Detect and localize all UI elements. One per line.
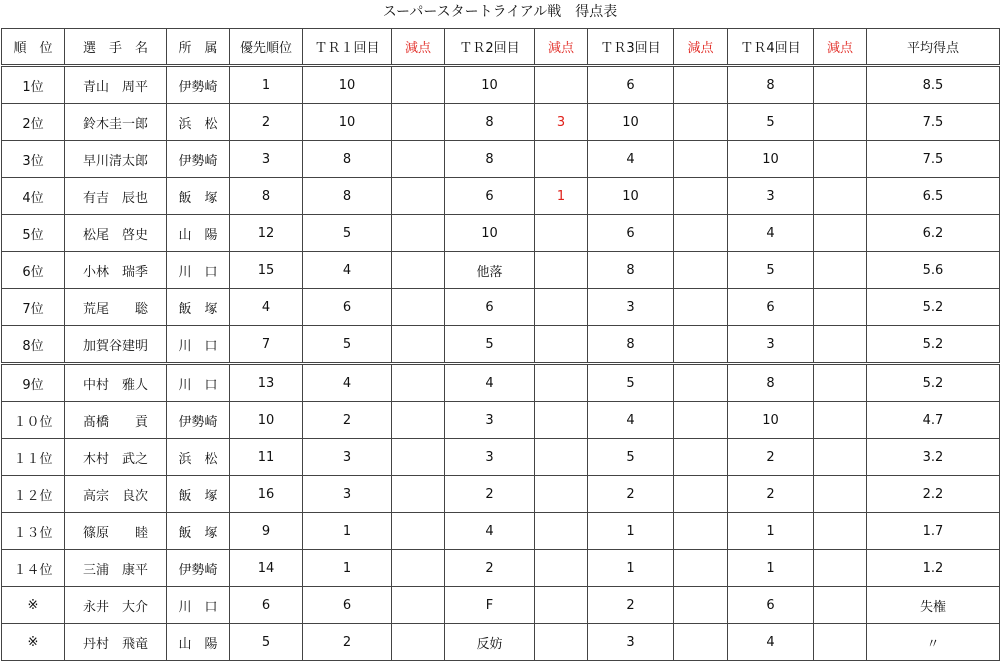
tr4-cell: 3 bbox=[728, 326, 814, 364]
tr1-cell: 1 bbox=[303, 550, 392, 587]
average-cell: 8.5 bbox=[867, 66, 1000, 104]
tr1-deduction-cell bbox=[392, 364, 445, 402]
tr2-deduction-cell bbox=[535, 289, 588, 326]
tr3-cell: 4 bbox=[588, 402, 674, 439]
tr1-deduction-cell bbox=[392, 550, 445, 587]
average-cell: 5.2 bbox=[867, 289, 1000, 326]
average-cell: 1.2 bbox=[867, 550, 1000, 587]
affiliation-cell: 山 陽 bbox=[167, 215, 230, 252]
rank-cell: １３位 bbox=[2, 513, 65, 550]
tr3-cell: 6 bbox=[588, 215, 674, 252]
tr1-header: ＴＲ１回目 bbox=[303, 29, 392, 66]
name-cell: 早川清太郎 bbox=[65, 141, 167, 178]
tr3-deduction-cell bbox=[674, 289, 728, 326]
rank-cell: 9位 bbox=[2, 364, 65, 402]
tr2-deduction-cell bbox=[535, 215, 588, 252]
average-cell: 3.2 bbox=[867, 439, 1000, 476]
affiliation-cell: 川 口 bbox=[167, 587, 230, 624]
tr4-header: ＴＲ4回目 bbox=[728, 29, 814, 66]
tr3-deduction-cell bbox=[674, 364, 728, 402]
tr1-deduction-cell bbox=[392, 66, 445, 104]
tr4-deduction-cell bbox=[814, 587, 867, 624]
tr2-cell: 反妨 bbox=[445, 624, 535, 661]
tr3-deduction-cell bbox=[674, 439, 728, 476]
rank-cell: １２位 bbox=[2, 476, 65, 513]
tr4-cell: 4 bbox=[728, 215, 814, 252]
tr4-deduction-cell bbox=[814, 326, 867, 364]
tr2-cell: 8 bbox=[445, 104, 535, 141]
priority-cell: 1 bbox=[230, 66, 303, 104]
tr4-cell: 4 bbox=[728, 624, 814, 661]
tr4-deduction-cell bbox=[814, 66, 867, 104]
name-cell: 篠原 睦 bbox=[65, 513, 167, 550]
rank-cell: 8位 bbox=[2, 326, 65, 364]
priority-cell: 14 bbox=[230, 550, 303, 587]
tr3-deduction-cell bbox=[674, 178, 728, 215]
table-row bbox=[2, 550, 1000, 587]
tr4-deduction-cell bbox=[814, 624, 867, 661]
affiliation-cell: 川 口 bbox=[167, 364, 230, 402]
priority-cell: 13 bbox=[230, 364, 303, 402]
name-cell: 小林 瑞季 bbox=[65, 252, 167, 289]
tr1-cell: 10 bbox=[303, 104, 392, 141]
tr2-cell: 他落 bbox=[445, 252, 535, 289]
name-cell: 髙橋 貢 bbox=[65, 402, 167, 439]
tr4-cell: 10 bbox=[728, 402, 814, 439]
score-table bbox=[1, 28, 1000, 661]
affiliation-cell: 飯 塚 bbox=[167, 178, 230, 215]
name-cell: 鈴木圭一郎 bbox=[65, 104, 167, 141]
tr2-deduction-cell: 3 bbox=[535, 104, 588, 141]
tr3-cell: 2 bbox=[588, 476, 674, 513]
tr3-deduction-cell bbox=[674, 141, 728, 178]
tr2-deduction-cell bbox=[535, 252, 588, 289]
tr1-cell: 8 bbox=[303, 141, 392, 178]
tr2-deduction-cell bbox=[535, 476, 588, 513]
tr4-cell: 3 bbox=[728, 178, 814, 215]
rank-cell: 5位 bbox=[2, 215, 65, 252]
tr2-cell: 3 bbox=[445, 402, 535, 439]
tr2-cell: 3 bbox=[445, 439, 535, 476]
tr3-deduction-cell bbox=[674, 402, 728, 439]
tr2-cell: F bbox=[445, 587, 535, 624]
tr3-deduction-cell bbox=[674, 550, 728, 587]
rank-cell: １０位 bbox=[2, 402, 65, 439]
table-row bbox=[2, 513, 1000, 550]
average-cell: 失権 bbox=[867, 587, 1000, 624]
table-row bbox=[2, 141, 1000, 178]
header-row bbox=[2, 29, 1000, 66]
tr3-cell: 8 bbox=[588, 252, 674, 289]
tr2-cell: 6 bbox=[445, 289, 535, 326]
affiliation-cell: 川 口 bbox=[167, 252, 230, 289]
tr2-cell: 5 bbox=[445, 326, 535, 364]
average-cell: 5.2 bbox=[867, 364, 1000, 402]
tr4-deduction-cell bbox=[814, 513, 867, 550]
table-row bbox=[2, 215, 1000, 252]
tr1-deduction-cell bbox=[392, 178, 445, 215]
table-row bbox=[2, 104, 1000, 141]
average-cell: 7.5 bbox=[867, 141, 1000, 178]
tr4-deduction-cell bbox=[814, 215, 867, 252]
affiliation-cell: 飯 塚 bbox=[167, 513, 230, 550]
tr2-cell: 10 bbox=[445, 215, 535, 252]
affiliation-cell: 飯 塚 bbox=[167, 476, 230, 513]
name-cell: 荒尾 聡 bbox=[65, 289, 167, 326]
rank-cell: ※ bbox=[2, 624, 65, 661]
tr2-cell: 6 bbox=[445, 178, 535, 215]
rank-cell: 7位 bbox=[2, 289, 65, 326]
tr1-cell: 5 bbox=[303, 215, 392, 252]
tr4-cell: 5 bbox=[728, 252, 814, 289]
affiliation-cell: 伊勢崎 bbox=[167, 550, 230, 587]
tr1-cell: 10 bbox=[303, 66, 392, 104]
tr1-cell: 8 bbox=[303, 178, 392, 215]
priority-cell: 7 bbox=[230, 326, 303, 364]
tr4-deduction-cell bbox=[814, 252, 867, 289]
tr3-deduction-header: 減点 bbox=[674, 29, 728, 66]
priority-cell: 16 bbox=[230, 476, 303, 513]
average-cell: 〃 bbox=[867, 624, 1000, 661]
average-header: 平均得点 bbox=[867, 29, 1000, 66]
table-row bbox=[2, 178, 1000, 215]
average-cell: 7.5 bbox=[867, 104, 1000, 141]
tr1-deduction-cell bbox=[392, 402, 445, 439]
tr4-deduction-cell bbox=[814, 104, 867, 141]
priority-cell: 11 bbox=[230, 439, 303, 476]
tr1-deduction-cell bbox=[392, 513, 445, 550]
rank-cell: 4位 bbox=[2, 178, 65, 215]
rank-cell: ※ bbox=[2, 587, 65, 624]
tr4-cell: 5 bbox=[728, 104, 814, 141]
tr4-cell: 1 bbox=[728, 513, 814, 550]
tr2-header: ＴＲ2回目 bbox=[445, 29, 535, 66]
tr4-deduction-header: 減点 bbox=[814, 29, 867, 66]
average-cell: 1.7 bbox=[867, 513, 1000, 550]
affiliation-header: 所 属 bbox=[167, 29, 230, 66]
tr2-deduction-cell bbox=[535, 624, 588, 661]
tr2-cell: 4 bbox=[445, 513, 535, 550]
name-cell: 有吉 辰也 bbox=[65, 178, 167, 215]
tr1-deduction-cell bbox=[392, 104, 445, 141]
tr4-deduction-cell bbox=[814, 178, 867, 215]
tr3-cell: 5 bbox=[588, 364, 674, 402]
average-cell: 4.7 bbox=[867, 402, 1000, 439]
table-row bbox=[2, 587, 1000, 624]
priority-header: 優先順位 bbox=[230, 29, 303, 66]
tr1-deduction-cell bbox=[392, 252, 445, 289]
tr3-deduction-cell bbox=[674, 215, 728, 252]
tr3-cell: 3 bbox=[588, 624, 674, 661]
table-body bbox=[2, 66, 1000, 661]
average-cell: 2.2 bbox=[867, 476, 1000, 513]
tr1-cell: 2 bbox=[303, 624, 392, 661]
affiliation-cell: 飯 塚 bbox=[167, 289, 230, 326]
average-cell: 6.2 bbox=[867, 215, 1000, 252]
tr2-cell: 10 bbox=[445, 66, 535, 104]
priority-cell: 15 bbox=[230, 252, 303, 289]
tr1-deduction-cell bbox=[392, 624, 445, 661]
tr2-deduction-cell bbox=[535, 402, 588, 439]
rank-cell: 6位 bbox=[2, 252, 65, 289]
affiliation-cell: 伊勢崎 bbox=[167, 141, 230, 178]
tr3-deduction-cell bbox=[674, 513, 728, 550]
tr4-cell: 8 bbox=[728, 364, 814, 402]
table-row bbox=[2, 624, 1000, 661]
tr1-deduction-cell bbox=[392, 476, 445, 513]
average-cell: 5.6 bbox=[867, 252, 1000, 289]
name-cell: 木村 武之 bbox=[65, 439, 167, 476]
table-row bbox=[2, 476, 1000, 513]
tr2-deduction-cell bbox=[535, 587, 588, 624]
tr1-cell: 4 bbox=[303, 364, 392, 402]
tr4-deduction-cell bbox=[814, 289, 867, 326]
table-row bbox=[2, 326, 1000, 364]
tr4-deduction-cell bbox=[814, 476, 867, 513]
priority-cell: 9 bbox=[230, 513, 303, 550]
name-cell: 丹村 飛竜 bbox=[65, 624, 167, 661]
tr1-deduction-header: 減点 bbox=[392, 29, 445, 66]
affiliation-cell: 伊勢崎 bbox=[167, 66, 230, 104]
name-header: 選 手 名 bbox=[65, 29, 167, 66]
tr1-cell: 2 bbox=[303, 402, 392, 439]
table-row bbox=[2, 252, 1000, 289]
name-cell: 松尾 啓史 bbox=[65, 215, 167, 252]
rank-cell: １４位 bbox=[2, 550, 65, 587]
tr3-cell: 1 bbox=[588, 550, 674, 587]
table-row bbox=[2, 402, 1000, 439]
priority-cell: 4 bbox=[230, 289, 303, 326]
tr3-cell: 10 bbox=[588, 104, 674, 141]
tr2-deduction-cell bbox=[535, 141, 588, 178]
tr1-deduction-cell bbox=[392, 215, 445, 252]
tr2-cell: 2 bbox=[445, 550, 535, 587]
tr1-cell: 4 bbox=[303, 252, 392, 289]
tr3-cell: 4 bbox=[588, 141, 674, 178]
tr1-cell: 3 bbox=[303, 439, 392, 476]
tr2-deduction-cell bbox=[535, 364, 588, 402]
tr4-cell: 8 bbox=[728, 66, 814, 104]
tr4-cell: 2 bbox=[728, 439, 814, 476]
tr3-deduction-cell bbox=[674, 587, 728, 624]
tr1-cell: 6 bbox=[303, 587, 392, 624]
tr4-deduction-cell bbox=[814, 364, 867, 402]
priority-cell: 2 bbox=[230, 104, 303, 141]
tr1-cell: 6 bbox=[303, 289, 392, 326]
rank-header: 順 位 bbox=[2, 29, 65, 66]
table-row bbox=[2, 364, 1000, 402]
tr3-cell: 10 bbox=[588, 178, 674, 215]
tr4-cell: 10 bbox=[728, 141, 814, 178]
page-title: スーパースタートライアル戦 得点表 bbox=[382, 4, 618, 20]
tr1-deduction-cell bbox=[392, 141, 445, 178]
tr1-deduction-cell bbox=[392, 587, 445, 624]
average-cell: 5.2 bbox=[867, 326, 1000, 364]
tr1-cell: 3 bbox=[303, 476, 392, 513]
tr1-deduction-cell bbox=[392, 326, 445, 364]
tr4-deduction-cell bbox=[814, 439, 867, 476]
tr3-deduction-cell bbox=[674, 104, 728, 141]
name-cell: 中村 雅人 bbox=[65, 364, 167, 402]
priority-cell: 8 bbox=[230, 178, 303, 215]
tr3-cell: 2 bbox=[588, 587, 674, 624]
tr4-cell: 2 bbox=[728, 476, 814, 513]
table-row bbox=[2, 439, 1000, 476]
tr1-deduction-cell bbox=[392, 439, 445, 476]
tr2-deduction-cell bbox=[535, 550, 588, 587]
name-cell: 高宗 良次 bbox=[65, 476, 167, 513]
tr4-cell: 6 bbox=[728, 289, 814, 326]
tr2-deduction-cell bbox=[535, 513, 588, 550]
tr3-deduction-cell bbox=[674, 624, 728, 661]
tr3-header: ＴＲ3回目 bbox=[588, 29, 674, 66]
name-cell: 永井 大介 bbox=[65, 587, 167, 624]
affiliation-cell: 川 口 bbox=[167, 326, 230, 364]
tr2-deduction-cell: 1 bbox=[535, 178, 588, 215]
tr3-cell: 8 bbox=[588, 326, 674, 364]
tr2-deduction-cell bbox=[535, 326, 588, 364]
tr2-deduction-cell bbox=[535, 439, 588, 476]
tr3-deduction-cell bbox=[674, 66, 728, 104]
affiliation-cell: 浜 松 bbox=[167, 104, 230, 141]
name-cell: 三浦 康平 bbox=[65, 550, 167, 587]
tr4-deduction-cell bbox=[814, 402, 867, 439]
tr3-deduction-cell bbox=[674, 476, 728, 513]
tr2-cell: 2 bbox=[445, 476, 535, 513]
name-cell: 加賀谷建明 bbox=[65, 326, 167, 364]
name-cell: 青山 周平 bbox=[65, 66, 167, 104]
affiliation-cell: 浜 松 bbox=[167, 439, 230, 476]
table-row bbox=[2, 289, 1000, 326]
tr1-deduction-cell bbox=[392, 289, 445, 326]
priority-cell: 6 bbox=[230, 587, 303, 624]
average-cell: 6.5 bbox=[867, 178, 1000, 215]
priority-cell: 12 bbox=[230, 215, 303, 252]
tr2-deduction-cell bbox=[535, 66, 588, 104]
tr3-deduction-cell bbox=[674, 252, 728, 289]
priority-cell: 3 bbox=[230, 141, 303, 178]
tr3-cell: 3 bbox=[588, 289, 674, 326]
table-row bbox=[2, 66, 1000, 104]
tr4-deduction-cell bbox=[814, 141, 867, 178]
tr4-cell: 1 bbox=[728, 550, 814, 587]
tr3-cell: 5 bbox=[588, 439, 674, 476]
tr4-deduction-cell bbox=[814, 550, 867, 587]
tr4-cell: 6 bbox=[728, 587, 814, 624]
rank-cell: １１位 bbox=[2, 439, 65, 476]
priority-cell: 10 bbox=[230, 402, 303, 439]
rank-cell: 2位 bbox=[2, 104, 65, 141]
priority-cell: 5 bbox=[230, 624, 303, 661]
tr1-cell: 1 bbox=[303, 513, 392, 550]
affiliation-cell: 伊勢崎 bbox=[167, 402, 230, 439]
tr1-cell: 5 bbox=[303, 326, 392, 364]
tr2-cell: 8 bbox=[445, 141, 535, 178]
tr2-cell: 4 bbox=[445, 364, 535, 402]
rank-cell: 1位 bbox=[2, 66, 65, 104]
affiliation-cell: 山 陽 bbox=[167, 624, 230, 661]
tr3-cell: 1 bbox=[588, 513, 674, 550]
tr3-cell: 6 bbox=[588, 66, 674, 104]
tr3-deduction-cell bbox=[674, 326, 728, 364]
tr2-deduction-header: 減点 bbox=[535, 29, 588, 66]
rank-cell: 3位 bbox=[2, 141, 65, 178]
